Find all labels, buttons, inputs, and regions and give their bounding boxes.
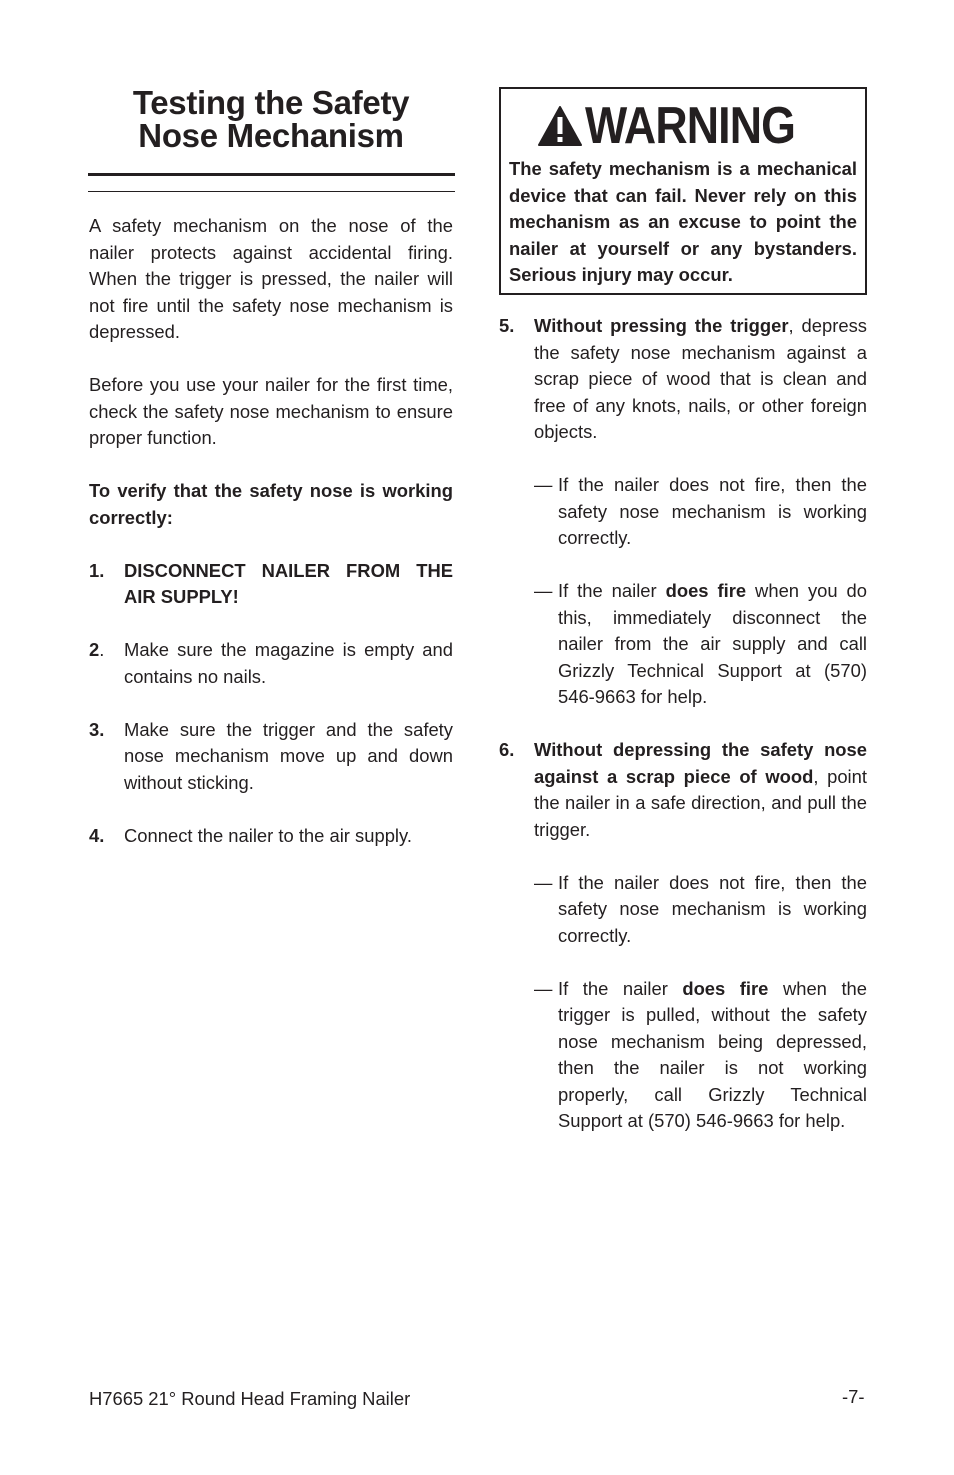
- sub-text: [558, 976, 867, 1135]
- step-number: 5.: [499, 315, 515, 336]
- step-text: [534, 313, 867, 446]
- em-dash: —: [534, 977, 553, 999]
- em-dash: —: [534, 474, 553, 495]
- step-number-digit: 2: [89, 639, 100, 660]
- warning-box: [499, 87, 867, 295]
- step-2: [89, 637, 453, 690]
- footer-model: H7665 21° Round Head Framing Nailer: [89, 1388, 411, 1409]
- verify-heading: To verify that the safety nose is working correctly:: [89, 480, 453, 528]
- sub-text: [558, 578, 867, 711]
- step-6-sub-2: [534, 976, 867, 1135]
- sub-text-bold: does fire: [665, 580, 747, 601]
- step-3: [89, 717, 453, 797]
- step-4: [89, 823, 453, 850]
- step-bold-lead: Without pressing the trigger: [534, 315, 789, 336]
- step-bold-lead: Without depressing the safety nose against a scrap piece of wood: [534, 739, 867, 787]
- step-5-sub-2: [534, 578, 867, 711]
- sub-text: If the nailer does not fire, then the safety nose mechanism is working correctly.: [558, 871, 867, 946]
- warning-text: The safety mechanism is a mechanical device that can fail. Never rely on this mechanism as an excuse to point the nailer at yourself or any bystanders. Serious injury may occur.: [509, 158, 857, 285]
- intro-paragraph-1: A safety mechanism on the nose of the nailer protects against accidental firing. When the trigger is pressed, the nailer will not fire until the safety nose mechanism is depressed.: [89, 215, 453, 342]
- step-text: Connect the nailer to the air supply.: [124, 824, 412, 846]
- step-6: [499, 737, 867, 843]
- step-text: Make sure the trigger and the safety nose mechanism move up and down without sticking.: [124, 718, 453, 793]
- step-1: [89, 558, 453, 611]
- step-text-rest: , point the nailer in a safe direction, and pull the trigger.: [534, 765, 867, 840]
- step-text: Make sure the magazine is empty and contains no nails.: [124, 639, 453, 687]
- step-number: [89, 637, 124, 690]
- sub-text-pre: If the nailer: [558, 977, 683, 999]
- step-number: 3.: [89, 718, 105, 740]
- em-dash: —: [534, 871, 553, 893]
- footer-page-number: -7-: [842, 1386, 865, 1407]
- step-6-sub-1: [534, 870, 867, 950]
- step-number: 6.: [499, 739, 515, 760]
- sub-text-bold: does fire: [682, 977, 769, 999]
- page-title-line-1: Testing the Safety: [132, 84, 410, 121]
- em-dash: —: [534, 580, 553, 601]
- title-rule-thick: [88, 173, 455, 176]
- left-column: [89, 213, 453, 876]
- step-number-period: .: [99, 639, 105, 660]
- sub-text: If the nailer does not fire, then the safety nose mechanism is working correctly.: [558, 474, 867, 548]
- step-text: DISCONNECT NAILER FROM THE AIR SUPPLY!: [124, 559, 453, 607]
- intro-paragraph-2: Before you use your nailer for the first time, check the safety nose mechanism to ensure proper function.: [89, 374, 453, 448]
- page-title-line-2: Nose Mechanism: [138, 117, 404, 154]
- title-rule-thin: [88, 191, 455, 192]
- right-column: [499, 313, 867, 1161]
- warning-header: [501, 97, 865, 155]
- step-5-sub-1: [534, 472, 867, 552]
- sub-text-post: when the trigger is pulled, without the safety nose mechanism being depressed, then the nailer is not working properly, call Grizzly Technical Support at (570) 546-9663 for help.: [558, 977, 868, 1131]
- warning-title: WARNING: [584, 97, 795, 155]
- sub-text-pre: If the nailer: [558, 580, 666, 601]
- step-text: [534, 737, 867, 843]
- step-number: 1.: [89, 559, 105, 581]
- warning-triangle-icon: [537, 105, 583, 147]
- step-5: [499, 313, 867, 446]
- sub-text-post: when you do this, immediately disconnect the nailer from the air supply and call Grizzly Technical Support at (570) 546-9663 for help.: [558, 580, 868, 707]
- step-number: 4.: [89, 824, 105, 846]
- page-title: [88, 86, 454, 152]
- step-text-rest: , depress the safety nose mechanism against a scrap piece of wood that is clean and free of any knots, nails, or other foreign objects.: [534, 315, 867, 442]
